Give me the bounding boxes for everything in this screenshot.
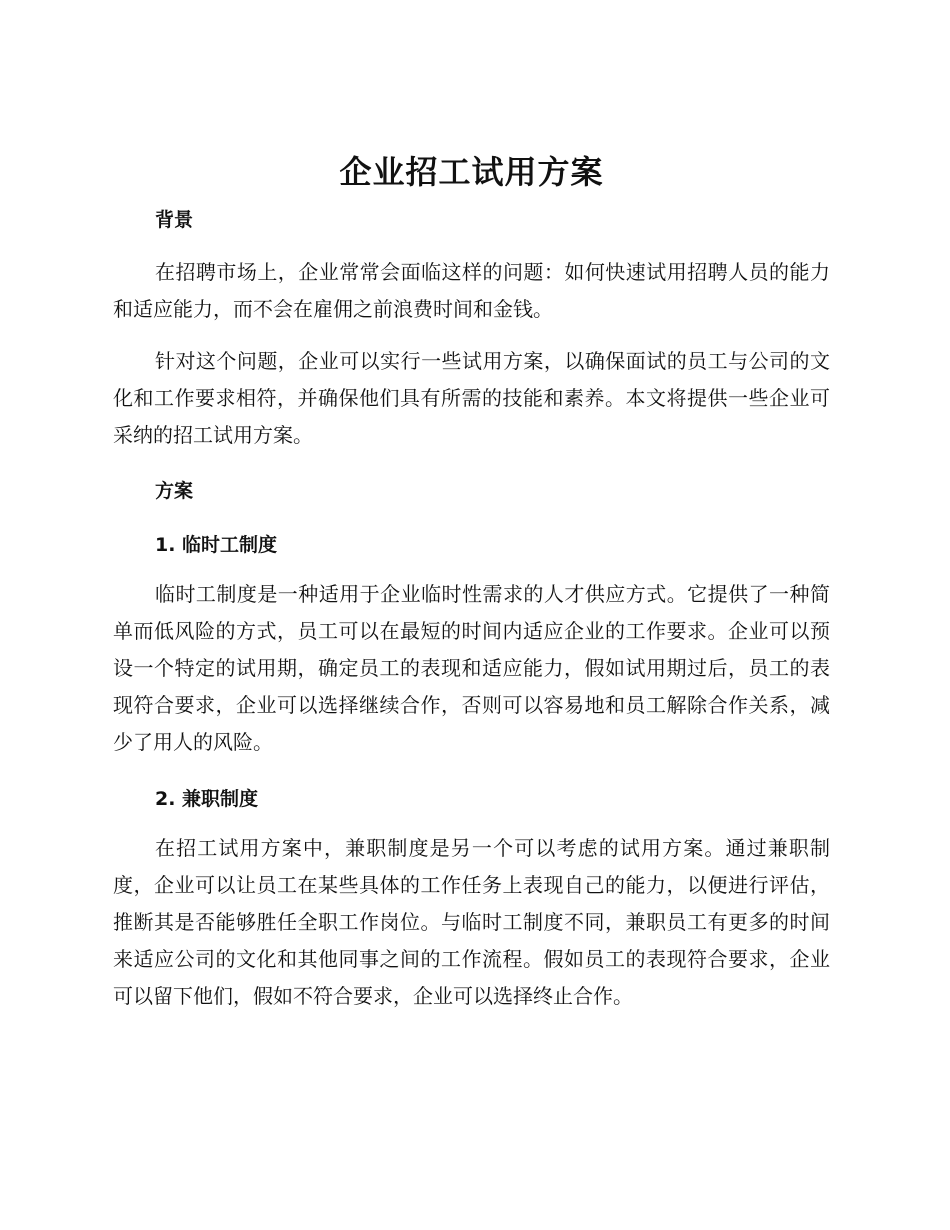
subsection-heading-part-time: 2. 兼职制度 [155,788,259,810]
section-heading-plan: 方案 [155,480,194,502]
subsection-paragraph-temporary-work: 临时工制度是一种适用于企业临时性需求的人才供应方式。它提供了一种简单而低风险的方式，员工可以在最短的时间内适应企业的工作要求。企业可以预设一个特定的试用期，确定员工的表现和适应能力，假如试用期过后，员工的表现符合要求，企业可以选择继续合作，否则可以容易地和员工解除合作关系，减少了用人的风险。 [113,582,830,754]
section-heading-background: 背景 [155,209,194,231]
document-page [113,150,830,1015]
document-title: 企业招工试用方案 [339,153,604,191]
background-paragraph-1: 在招聘市场上，企业常常会面临这样的问题：如何快速试用招聘人员的能力和适应能力，而不会在雇佣之前浪费时间和金钱。 [113,260,830,321]
background-paragraph-2: 针对这个问题，企业可以实行一些试用方案，以确保面试的员工与公司的文化和工作要求相符，并确保他们具有所需的技能和素养。本文将提供一些企业可采纳的招工试用方案。 [113,349,830,447]
subsection-paragraph-part-time: 在招工试用方案中，兼职制度是另一个可以考虑的试用方案。通过兼职制度，企业可以让员工在某些具体的工作任务上表现自己的能力，以便进行评估，推断其是否能够胜任全职工作岗位。与临时工制度不同，兼职员工有更多的时间来适应公司的文化和其他同事之间的工作流程。假如员工的表现符合要求，企业可以留下他们，假如不符合要求，企业可以选择终止合作。 [113,836,830,1008]
subsection-heading-temporary-work: 1. 临时工制度 [155,534,278,556]
